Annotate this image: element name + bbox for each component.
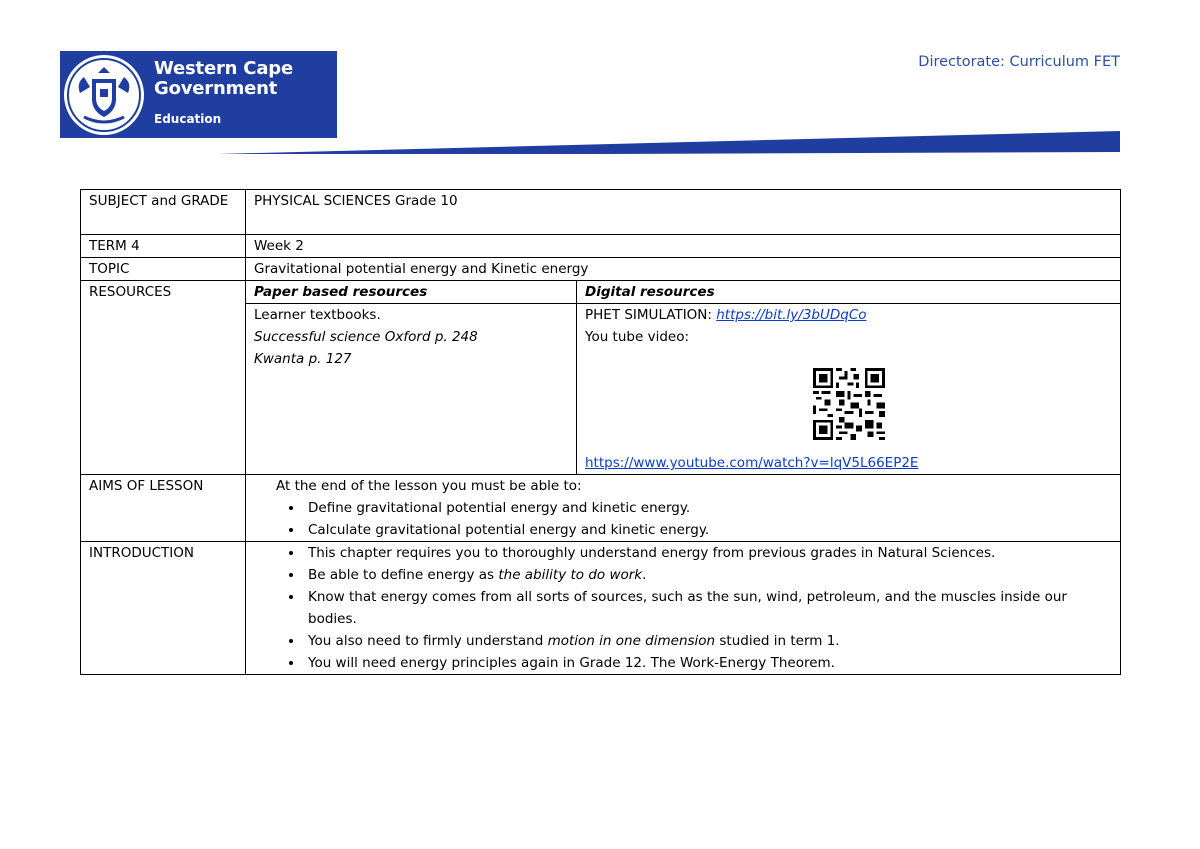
table-row <box>81 190 1121 235</box>
lesson-plan-table <box>80 189 1121 675</box>
introduction-label: INTRODUCTION <box>81 542 246 675</box>
phet-label: PHET SIMULATION: <box>585 307 717 323</box>
youtube-label: You tube video: <box>585 329 689 345</box>
aims-label: AIMS OF LESSON <box>81 475 246 542</box>
table-row <box>81 542 1121 675</box>
introduction-cell <box>246 542 1121 675</box>
paper-resources-header: Paper based resources <box>246 281 577 304</box>
aim-item: • Define gravitational potential energy and kinetic energy. <box>304 497 1112 519</box>
paper-resources-cell <box>246 304 577 475</box>
table-row <box>81 281 1121 304</box>
table-row <box>81 235 1121 258</box>
logo-subtitle: Education <box>154 112 222 126</box>
intro-text: studied in term 1. <box>715 633 840 649</box>
intro-text: Be able to define energy as <box>308 567 499 583</box>
phet-line <box>585 304 1112 326</box>
topic-label: TOPIC <box>81 258 246 281</box>
directorate-heading: Directorate: Curriculum FET <box>918 54 1120 70</box>
resources-label: RESOURCES <box>81 281 246 475</box>
intro-text: . <box>642 567 647 583</box>
intro-item <box>304 564 1112 586</box>
table-row <box>81 475 1121 542</box>
term-value: Week 2 <box>246 235 1121 258</box>
digital-resources-header: Digital resources <box>577 281 1121 304</box>
subject-value: PHYSICAL SCIENCES Grade 10 <box>246 190 1121 235</box>
term-label: TERM 4 <box>81 235 246 258</box>
topic-value: Gravitational potential energy and Kinetic energy <box>246 258 1121 281</box>
paper-resource-item: Learner textbooks. <box>254 307 381 323</box>
logo-title-line1: Western Cape <box>154 58 293 79</box>
coat-of-arms-icon <box>62 53 146 137</box>
intro-item: • Know that energy comes from all sorts of sources, such as the sun, wind, petroleum, and the muscles inside our bodies. <box>304 586 1112 630</box>
subject-label: SUBJECT and GRADE <box>81 190 246 235</box>
intro-emphasis: motion in one dimension <box>547 633 716 649</box>
phet-link[interactable]: https://bit.ly/3bUDqCo <box>716 307 867 323</box>
qr-code-icon <box>585 348 1112 452</box>
digital-resources-cell <box>577 304 1121 475</box>
intro-text: You also need to firmly understand <box>308 633 548 649</box>
intro-item: • This chapter requires you to thoroughly understand energy from previous grades in Natural Sciences. <box>304 542 1112 564</box>
wcg-logo <box>60 51 337 138</box>
header-swoosh <box>218 128 1120 156</box>
youtube-link[interactable]: https://www.youtube.com/watch?v=lqV5L66EP2E <box>585 455 919 471</box>
paper-resource-item: Successful science Oxford p. 248 <box>254 329 478 345</box>
intro-item: • You will need energy principles again in Grade 12. The Work-Energy Theorem. <box>304 652 1112 674</box>
logo-title-line2: Government <box>154 78 278 99</box>
aims-lead: At the end of the lesson you must be able to: <box>276 478 582 494</box>
intro-emphasis: the ability to do work <box>498 567 643 583</box>
aims-cell <box>246 475 1121 542</box>
intro-item <box>304 630 1112 652</box>
aim-item: • Calculate gravitational potential energy and kinetic energy. <box>304 519 1112 541</box>
table-row <box>81 258 1121 281</box>
paper-resource-item: Kwanta p. 127 <box>254 351 352 367</box>
